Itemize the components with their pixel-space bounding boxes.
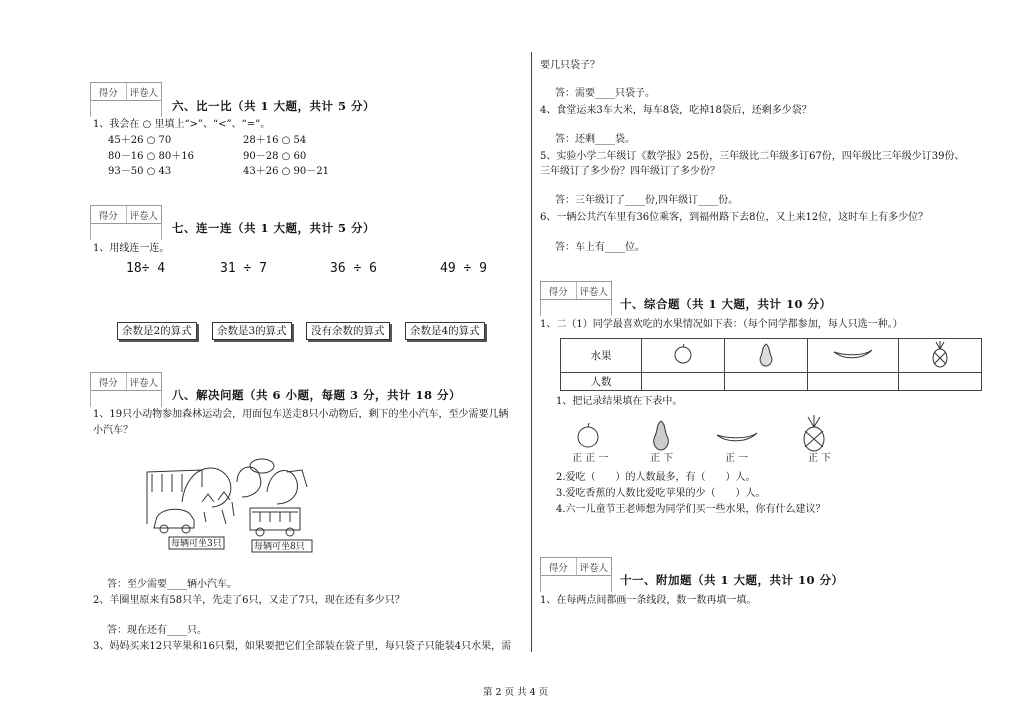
section-7-title: 七、连一连（共 1 大题，共计 5 分） <box>172 221 376 235</box>
banana-icon <box>832 346 874 362</box>
s6-row-3-right: 43＋26 ○ 90－21 <box>243 166 329 177</box>
pic-label-bus: 每辆可坐8只 <box>254 542 305 552</box>
answer-4: 答：还剩____袋。 <box>555 134 635 145</box>
section-6-title: 六、比一比（共 1 大题，共计 5 分） <box>172 99 376 113</box>
banana-cell <box>808 339 899 373</box>
answer-box-1: 余数是2的算式 <box>117 322 197 340</box>
answer-box-4: 余数是4的算式 <box>405 322 485 340</box>
tally-pear: 正 下 <box>650 453 674 464</box>
score-label: 得分 <box>541 558 577 575</box>
s6-row-2-left: 80－16 ○ 80＋16 <box>108 151 194 162</box>
section-11-title: 十一、附加题（共 1 大题，共计 10 分） <box>620 573 844 587</box>
score-box <box>90 372 162 391</box>
expr-2: 31 ÷ 7 <box>220 261 267 276</box>
pear-count-cell <box>725 373 808 391</box>
pineapple-icon <box>928 340 952 368</box>
score-box-blank <box>90 100 162 117</box>
section-8-title: 八、解决问题（共 6 小题，每题 3 分，共计 18 分） <box>172 388 462 402</box>
tally-pineapple: 正 下 <box>808 453 832 464</box>
grader-label: 评卷人 <box>579 286 608 298</box>
expr-3: 36 ÷ 6 <box>330 261 377 276</box>
tally-apple: 正 正 一 <box>572 453 609 464</box>
question-5-line1: 5、实验小学二年级订《数学报》25份，三年级比二年级多订67份，四年级比三年级少订39份、 <box>540 151 965 162</box>
score-label: 得分 <box>91 83 127 100</box>
grader-label: 评卷人 <box>129 87 158 99</box>
pineapple-cell <box>899 339 982 373</box>
column-divider <box>531 52 532 652</box>
s6-row-1-left: 45＋26 ○ 70 <box>108 135 172 146</box>
s11-question-1: 1、在每两点间都画一条线段，数一数再填一填。 <box>540 595 757 606</box>
score-label: 得分 <box>91 206 127 223</box>
pear-icon <box>755 341 777 367</box>
apple-cell <box>642 339 725 373</box>
tally-banana: 正 一 <box>725 453 749 464</box>
score-box-blank <box>90 390 162 407</box>
s6-row-2-right: 90－28 ○ 60 <box>243 151 307 162</box>
score-box-blank <box>540 299 612 316</box>
s6-row-3-left: 93－50 ○ 43 <box>108 166 172 177</box>
apple-count-cell <box>642 373 725 391</box>
section-10-title: 十、综合题（共 1 大题，共计 10 分） <box>620 297 832 311</box>
s8-question-3: 3、妈妈买来12只苹果和16只梨，如果要把它们全部装在袋子里，每只袋子只能装4只水果，需 <box>93 641 512 652</box>
expr-4: 49 ÷ 9 <box>440 261 487 276</box>
score-label: 得分 <box>541 282 577 299</box>
count-row-header: 人数 <box>561 373 642 391</box>
score-box <box>90 82 162 101</box>
answer-3: 答：需要____只袋子。 <box>555 88 655 99</box>
s7-question-1: 1、用线连一连。 <box>93 243 170 254</box>
answer-box-3: 没有余数的算式 <box>306 322 390 340</box>
s8-answer-1: 答：至少需要____辆小汽车。 <box>107 579 237 590</box>
expr-1: 18÷ 4 <box>126 261 166 276</box>
s6-row-1-right: 28＋16 ○ 54 <box>243 135 307 146</box>
s10-sub-1: 1、把记录结果填在下表中。 <box>556 396 683 407</box>
grader-label: 评卷人 <box>579 562 608 574</box>
score-box <box>540 557 612 576</box>
apple-icon <box>575 422 601 450</box>
pineapple-count-cell <box>899 373 982 391</box>
pear-cell <box>725 339 808 373</box>
page-footer: 第 2 页 共 4 页 <box>483 687 549 698</box>
answer-box-2: 余数是3的算式 <box>212 322 292 340</box>
fruit-table <box>560 338 982 391</box>
banana-count-cell <box>808 373 899 391</box>
s8-question-2: 2、羊圈里原来有58只羊，先走了6只，又走了7只，现在还有多少只？ <box>93 595 405 606</box>
score-box-blank <box>90 223 162 240</box>
s10-question-1: 1、二（1）同学最喜欢吃的水果情况如下表：（每个同学都参加，每人只选一种。） <box>540 319 903 330</box>
answer-6: 答：车上有____位。 <box>555 242 645 253</box>
s6-question-1: 1、我会在 ○ 里填上“>”、“<”、“=”。 <box>93 119 271 130</box>
s10-sub-2: 2.爱吃（ ）的人数最多，有（ ）人。 <box>556 472 756 483</box>
banana-icon <box>715 430 759 444</box>
question-6: 6、一辆公共汽车里有36位乘客，到福州路下去8位，又上来12位，这时车上有多少位？ <box>540 212 929 223</box>
s8-answer-2: 答：现在还有____只。 <box>107 625 207 636</box>
pineapple-icon <box>798 414 830 452</box>
score-label: 得分 <box>91 373 127 390</box>
answer-5: 答：三年级订了____份,四年级订____份。 <box>555 195 739 206</box>
fruit-row-header: 水果 <box>561 339 642 373</box>
question-5-line2: 三年级订了多少份？四年级订了多少份？ <box>540 166 720 177</box>
s10-sub-3: 3.爱吃香蕉的人数比爱吃苹果的少（ ）人。 <box>556 488 766 499</box>
apple-icon <box>672 343 694 365</box>
s8-question-1-line1: 1、19只小动物参加森林运动会，用面包车送走8只小动物后，剩下的坐小汽车，至少需要几辆 <box>93 409 509 420</box>
score-box <box>90 205 162 224</box>
score-box <box>540 281 612 300</box>
pear-icon <box>648 418 674 452</box>
s8-question-1-line2: 小汽车？ <box>93 425 133 436</box>
grader-label: 评卷人 <box>129 377 158 389</box>
question-4: 4、食堂运来3车大米，每车8袋，吃掉18袋后，还剩多少袋？ <box>540 105 812 116</box>
q3-continued: 要几只袋子？ <box>540 60 600 71</box>
score-box-blank <box>540 575 612 592</box>
s10-sub-4: 4.六一儿童节王老师想为同学们买一些水果，你有什么建议？ <box>556 504 826 515</box>
pic-label-car: 每辆可坐3只 <box>171 539 222 549</box>
grader-label: 评卷人 <box>129 210 158 222</box>
